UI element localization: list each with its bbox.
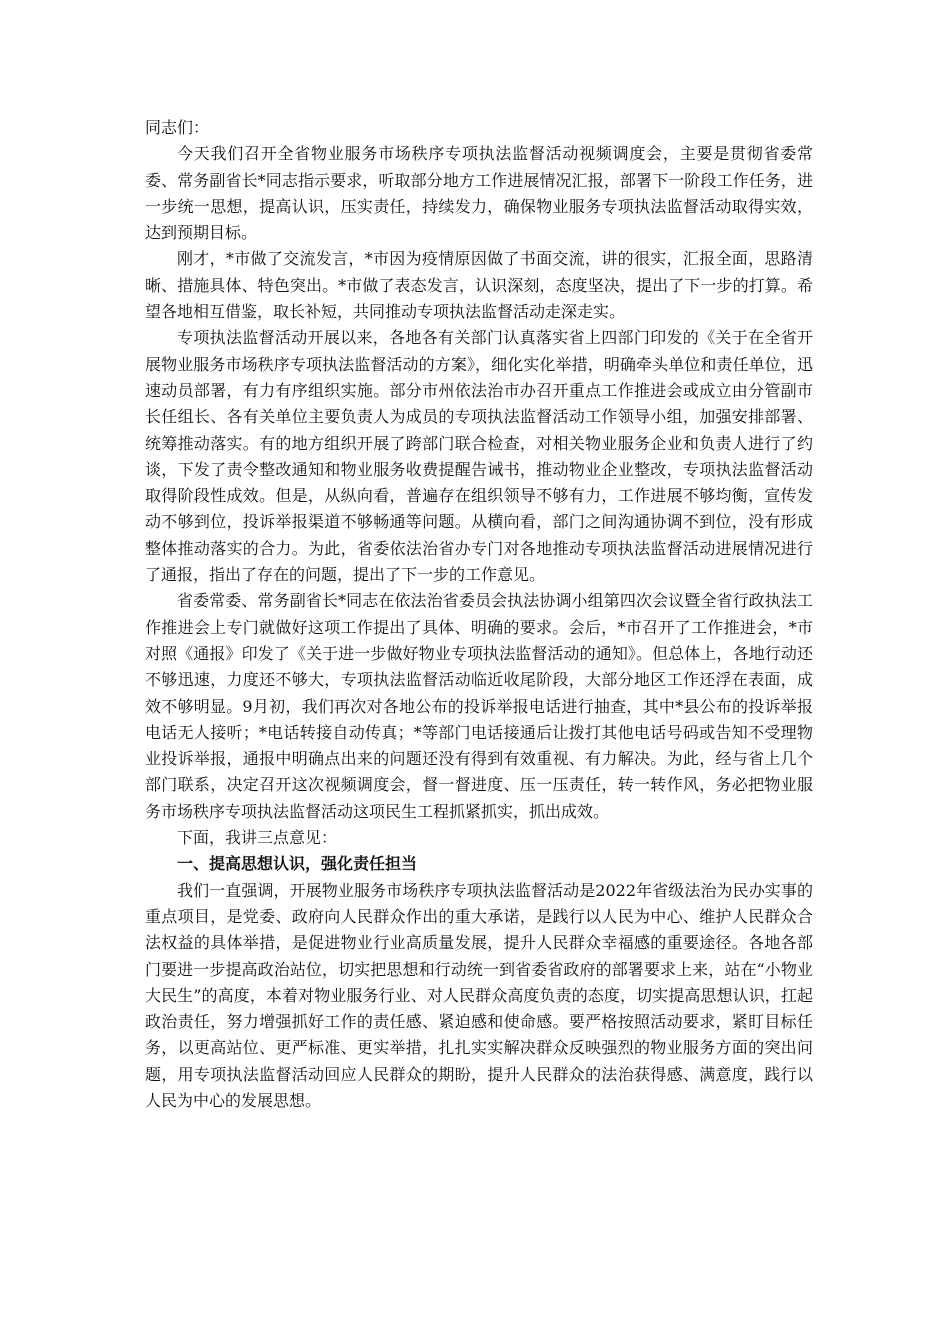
paragraph-transition: 下面，我讲三点意见： bbox=[177, 828, 338, 848]
paragraph-opening: 今天我们召开全省物业服务市场秩序专项执法监督活动视频调度会，主要是贯彻省委常委、常务副省长*同志指示要求，听取部分地方工作进展情况汇报，部署下一阶段工作任务，进一步统一思想，提高认识，压实责任，持续发力，确保物业服务专项执法监督活动取得实效，达到预期目标。 bbox=[145, 144, 813, 243]
paragraph-progress-review: 专项执法监督活动开展以来，各地各有关部门认真落实省上四部门印发的《关于在全省开展物业服务市场秩序专项执法监督活动的方案》，细化实化举措，明确牵头单位和责任单位，迅速动员部署，有力有序组织实施。部分市州依法治市办召开重点工作推进会或成立由分管副市长任组长、各有关单位主要负责人为成员的专项执法监督活动工作领导小组，加强安排部署、统筹推动落实。有的地方组织开展了跨部门联合检查，对相关物业服务企业和负责人进行了约谈，下发了责令整改通知和物业服务收费提醒告诫书，推动物业企业整改，专项执法监督活动取得阶段性成效。但是，从纵向看，普遍存在组织领导不够有力，工作进展不够均衡，宣传发动不够到位，投诉举报渠道不够畅通等问题。从横向看，部门之间沟通协调不到位，没有形成整体推动落实的合力。为此，省委依法治省办专门对各地推动专项执法监督活动进展情况进行了通报，指出了存在的问题，提出了下一步的工作意见。 bbox=[145, 328, 813, 585]
paragraph-exchange-remarks: 刚才，*市做了交流发言，*市因为疫情原因做了书面交流，讲的很实，汇报全面，思路清晰、措施具体、特色突出。*市做了表态发言，认识深刻，态度坚决，提出了下一步的打算。希望各地相互借鉴，取长补短，共同推动专项执法监督活动走深走实。 bbox=[145, 249, 813, 322]
document-body bbox=[145, 115, 813, 1114]
salutation: 同志们： bbox=[145, 118, 210, 137]
section-heading: 一、提高思想认识，强化责任担当 bbox=[177, 854, 418, 874]
paragraph-requirements: 省委常委、常务副省长*同志在依法治省委员会执法协调小组第四次会议暨全省行政执法工作推进会上专门就做好这项工作提出了具体、明确的要求。会后，*市召开了工作推进会，*市对照《通报》印发了《关于进一步做好物业专项执法监督活动的通知》。但总体上，各地行动还不够迅速，力度还不够大，专项执法监督活动临近收尾阶段，大部分地区工作还浮在表面，成效不够明显。9月初，我们再次对各地公布的投诉举报电话进行抽查，其中*县公布的投诉举报电话无人接听；*电话转接自动传真；*等部门电话接通后让拨打其他电话号码或告知不受理物业投诉举报，通报中明确点出来的问题还没有得到有效重视、有力解决。为此，经与省上几个部门联系，决定召开这次视频调度会，督一督进度、压一压责任，转一转作风，务必把物业服务市场秩序专项执法监督活动这项民生工程抓紧抓实，抓出成效。 bbox=[145, 591, 813, 821]
section-paragraph: 我们一直强调，开展物业服务市场秩序专项执法监督活动是2022年省级法治为民办实事的重点项目，是党委、政府向人民群众作出的重大承诺，是践行以人民为中心、维护人民群众合法权益的具体举措，是促进物业行业高质量发展，提升人民群众幸福感的重要途径。各地各部门要进一步提高政治站位，切实把思想和行动统一到省委省政府的部署要求上来，站在“小物业大民生”的高度，本着对物业服务行业、对人民群众高度负责的态度，切实提高思想认识，扛起政治责任，努力增强抓好工作的责任感、紧迫感和使命感。要严格按照活动要求，紧盯目标任务，以更高站位、更严标准、更实举措，扎扎实实解决群众反映强烈的物业服务方面的突出问题，用专项执法监督活动回应人民群众的期盼，提升人民群众的法治获得感、满意度，践行以人民为中心的发展思想。 bbox=[145, 880, 813, 1110]
